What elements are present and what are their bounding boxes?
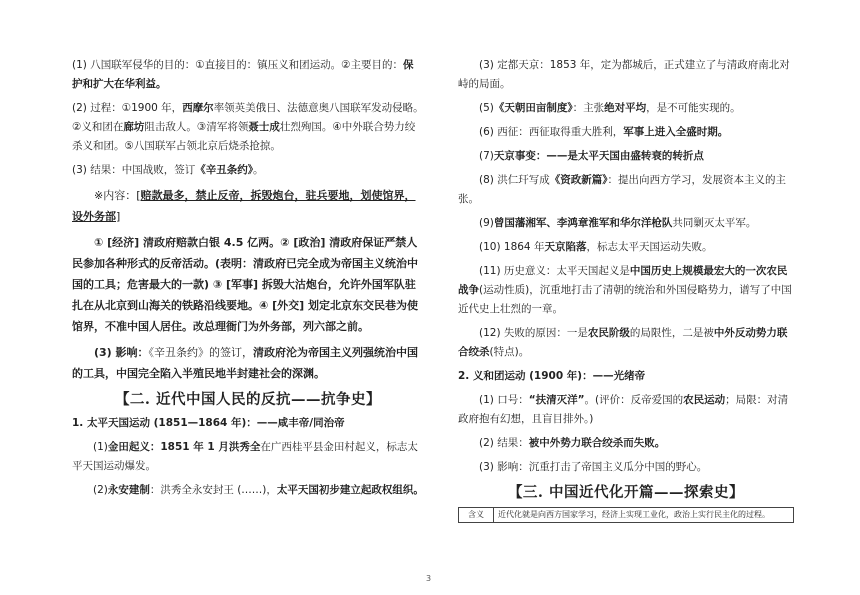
paragraph-boxer-result: (2) 结果：被中外势力联合绞杀而失败。 (479, 437, 666, 449)
paragraph-significance: (11) 历史意义：太平天国起义是中国历史上规模最宏大的一次农民战争(运动性质)，沉重地打击了清朝的统治和外国侵略势力，谱写了中国近代史上壮烈的一章。 (458, 265, 792, 315)
paragraph-boxer-impact: (3) 影响：沉重打击了帝国主义瓜分中国的野心。 (479, 461, 708, 473)
section-heading-exploration: 【三. 中国近代化开篇——探索史】 (507, 484, 745, 501)
paragraph-western-expedition: (6) 西征：西征取得重大胜利，军事上进入全盛时期。 (479, 126, 729, 138)
paragraph-tianjing-capital: (3) 定都天京：1853 年，定为都城后，正式建立了与清政府南北对峙的局面。 (458, 59, 790, 90)
paragraph-treaty-impact: (3) 影响：《辛丑条约》的签订，清政府沦为帝国主义列强统治中国的工具，中国完全陷入半殖民地半封建社会的深渊。 (72, 346, 419, 380)
subsection-taiping: 1. 太平天国运动 (1851—1864 年)：——咸丰帝/同治帝 (72, 417, 345, 429)
definition-table (458, 507, 794, 523)
paragraph-boxer-slogan: (1) 口号：“扶清灭洋”。(评价：反帝爱国的农民运动；局限：对清政府抱有幻想，且盲目排外。) (458, 394, 789, 425)
paragraph-yongan: (2)永安建制：洪秀全永安封王 (……)，太平天国初步建立起政权组织。 (93, 484, 424, 496)
paragraph-tianjing-incident: (7)天京事变：——是太平天国由盛转衰的转折点 (479, 150, 704, 162)
paragraph-invasion-purpose: (1) 八国联军侵华的目的：①直接目的：镇压义和团运动。②主要目的：保护和扩大在华利益。 (72, 59, 414, 90)
paragraph-land-system: (5)《天朝田亩制度》：主张绝对平均，是不可能实现的。 (479, 102, 741, 114)
paragraph-treaty-clauses: ① [经济] 清政府赔款白银 4.5 亿两。② [政治] 清政府保证严禁人民参加各种形式的反帝活动。(表明：清政府已完全成为帝国主义统治中国的工具；危害最大的一款) ③ [军事] 拆毁大沽炮台，允许外国军队驻扎在从北京到山海关的铁路沿线要地。④ [外交] 划定北京东交民巷为使馆界，不准中国人居住。改总理衙门为外务部，列六部之前。 (72, 236, 419, 333)
paragraph-result: (3) 结果：中国战败，签订《辛丑条约》。 (72, 164, 264, 176)
paragraph-process: (2) 过程：①1900 年，西摩尔率领英美俄日、法德意奥八国联军发动侵略。②义和团在廊坊阻击敌人。③清军将领聂士成壮烈殉国。④中外联合势力绞杀义和团。⑤八国联军占领北京后烧杀抢掠。 (72, 102, 424, 152)
table-row (459, 508, 794, 523)
left-column (72, 56, 424, 505)
paragraph-new-treatise: (8) 洪仁玕写成《资政新篇》：提出向西方学习，发展资本主义的主张。 (458, 174, 786, 205)
table-key-cell: 含义 (459, 508, 494, 523)
section-heading-resistance: 【二. 近代中国人民的反抗——抗争史】 (114, 391, 382, 408)
page-number: 3 (426, 574, 432, 583)
paragraph-treaty-content: ※内容：[赔款最多，禁止反帝，拆毁炮台，驻兵要地，划使馆界，设外务部] (72, 189, 416, 223)
paragraph-failure-reasons: (12) 失败的原因：一是农民阶级的局限性，二是被中外反动势力联合绞杀(特点)。 (458, 327, 788, 358)
table-value-cell: 近代化就是向西方国家学习，经济上实现工业化，政治上实行民主化的过程。 (494, 508, 794, 523)
paragraph-fall-of-tianjing: (10) 1864 年天京陷落，标志太平天国运动失败。 (479, 241, 713, 253)
right-column (458, 56, 794, 523)
subsection-boxer: 2. 义和团运动 (1900 年)：——光绪帝 (458, 370, 646, 382)
paragraph-suppression: (9)曾国藩湘军、李鸿章淮军和华尔洋枪队共同剿灭太平军。 (479, 217, 757, 229)
paragraph-jintian-uprising: (1)金田起义：1851 年 1 月洪秀全在广西桂平县金田村起义，标志太平天国运动爆发。 (72, 441, 418, 472)
